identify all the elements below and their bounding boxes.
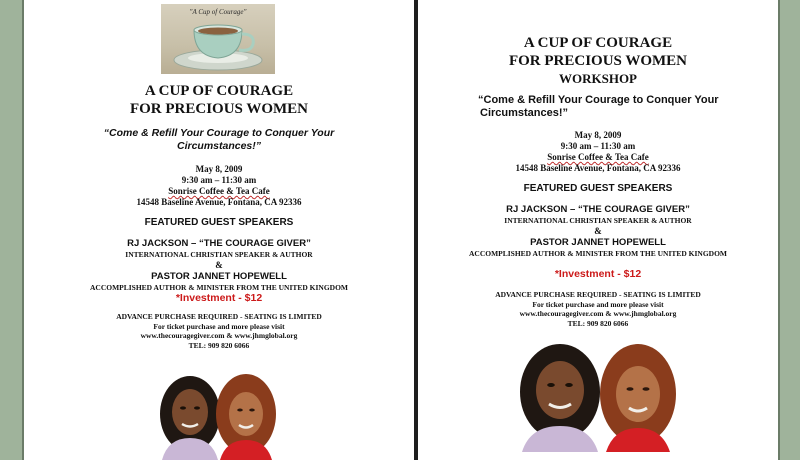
title-line: FOR PRECIOUS WOMEN	[508, 53, 688, 69]
speakers-block	[418, 204, 778, 258]
ticket-info: For ticket purchase and more please visit	[532, 299, 664, 309]
title-line: A CUP OF COURAGE	[144, 83, 294, 99]
event-date: May 8, 2009	[195, 164, 243, 174]
investment-price: *Investment - $12	[554, 268, 642, 280]
featured-heading: FEATURED GUEST SPEAKERS	[523, 183, 673, 194]
flyer-title	[24, 82, 414, 118]
ticket-info: For ticket purchase and more please visit	[153, 321, 285, 331]
event-address: 14548 Baseline Avenue, Fontana, CA 92336	[515, 163, 681, 173]
event-venue: Sonrise Coffee & Tea Cafe	[168, 186, 270, 196]
speakers-photo	[154, 368, 278, 460]
event-date: May 8, 2009	[574, 130, 622, 140]
cup-caption: "A Cup of Courage"	[189, 8, 247, 16]
tagline	[478, 94, 768, 120]
event-time: 9:30 am – 11:30 am	[560, 141, 636, 151]
investment-price: *Investment - $12	[175, 292, 263, 304]
speaker1-role: INTERNATIONAL CHRISTIAN SPEAKER & AUTHOR	[125, 250, 313, 259]
featured-heading: FEATURED GUEST SPEAKERS	[144, 217, 294, 228]
title-line: FOR PRECIOUS WOMEN	[129, 101, 309, 117]
flyer-page-left	[24, 0, 414, 460]
tagline-line: “Come & Refill Your Courage to Conquer Your	[103, 127, 335, 139]
title-line: WORKSHOP	[558, 71, 637, 86]
window-edge-right	[778, 0, 780, 460]
telephone: TEL: 909 820 6066	[188, 340, 250, 350]
flyer-page-right	[418, 0, 778, 460]
event-time: 9:30 am – 11:30 am	[181, 175, 257, 185]
speaker1-name: RJ JACKSON – “THE COURAGE GIVER”	[127, 238, 311, 249]
speakers-block	[24, 238, 414, 292]
tagline-line: Circumstances!”	[176, 140, 262, 152]
websites: www.thecouragegiver.com & www.jhmglobal.org	[140, 331, 298, 340]
tagline	[24, 127, 414, 153]
speaker2-role: ACCOMPLISHED AUTHOR & MINISTER FROM THE UNITED KINGDOM	[468, 248, 727, 258]
tagline-line: Circumstances!”	[480, 107, 569, 119]
event-details	[24, 164, 414, 208]
purchase-info	[418, 290, 778, 328]
telephone: TEL: 909 820 6066	[567, 318, 629, 328]
ampersand: &	[594, 225, 602, 236]
teacup-image	[161, 4, 275, 74]
event-venue: Sonrise Coffee & Tea Cafe	[547, 152, 649, 162]
speakers-photo	[514, 340, 684, 452]
tagline-line: “Come & Refill Your Courage to Conquer Your	[478, 94, 719, 106]
speaker2-role: ACCOMPLISHED AUTHOR & MINISTER FROM THE UNITED KINGDOM	[89, 282, 348, 292]
flyer-title	[418, 34, 778, 88]
title-line: A CUP OF COURAGE	[523, 35, 673, 51]
advance-notice: ADVANCE PURCHASE REQUIRED - SEATING IS LIMITED	[495, 290, 701, 299]
speaker2-name: PASTOR JANNET HOPEWELL	[151, 270, 287, 282]
websites: www.thecouragegiver.com & www.jhmglobal.org	[519, 309, 677, 318]
advance-notice: ADVANCE PURCHASE REQUIRED - SEATING IS LIMITED	[116, 312, 322, 321]
speaker1-role: INTERNATIONAL CHRISTIAN SPEAKER & AUTHOR	[504, 216, 692, 225]
speaker1-name: RJ JACKSON – “THE COURAGE GIVER”	[506, 204, 690, 215]
ampersand: &	[215, 259, 223, 270]
purchase-info	[24, 312, 414, 350]
event-address: 14548 Baseline Avenue, Fontana, CA 92336	[136, 197, 302, 207]
speaker2-name: PASTOR JANNET HOPEWELL	[530, 236, 666, 248]
event-details	[418, 130, 778, 174]
